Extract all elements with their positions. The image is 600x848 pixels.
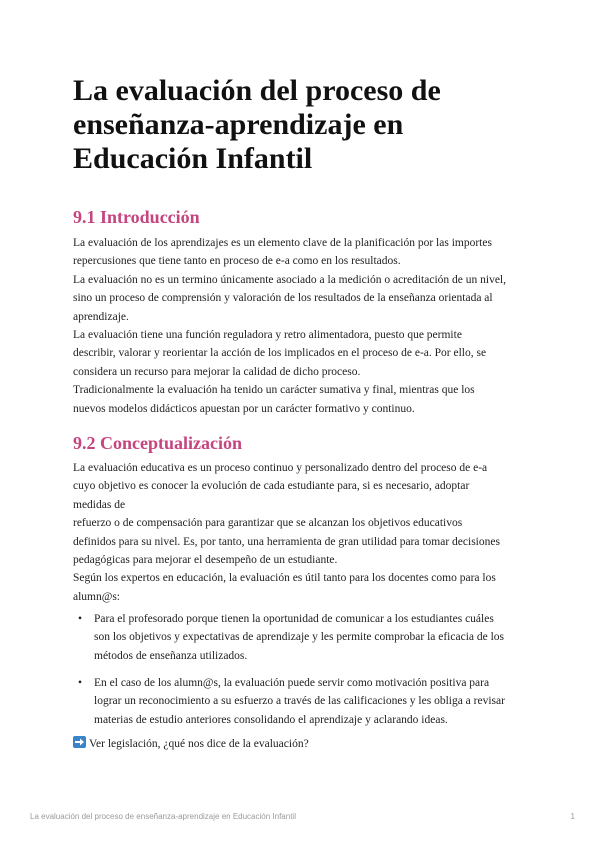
text-line: nuevos modelos didácticos apuestan por un carácter formativo y continuo. (73, 402, 415, 415)
section-conceptualizacion-body (73, 459, 533, 606)
text-line: métodos de enseñanza utilizados. (94, 649, 248, 662)
text-line: alumn@s: (73, 590, 121, 603)
legislation-link-label[interactable]: Ver legislación, ¿qué nos dice de la evaluación? (89, 738, 309, 750)
bullet-list (73, 674, 533, 729)
text-line: En el caso de los alumn@s, la evaluación puede servir como motivación positiva para (94, 677, 490, 689)
section-heading-conceptualizacion: 9.2 Conceptualización (73, 433, 242, 453)
title-line: La evaluación del proceso de (73, 74, 441, 107)
text-line: materias de estudio anteriores consolidando el aprendizaje y aclarando ideas. (94, 713, 448, 726)
bullet-dot-icon: • (78, 613, 83, 625)
text-line: considera un recurso para mejorar la calidad de dicho proceso. (73, 365, 361, 378)
text-line: Según los expertos en educación, la evaluación es útil tanto para los docentes como para los (73, 572, 496, 585)
text-line: pedagógicas para mejorar el desempeño de un estudiante. (73, 554, 338, 567)
title-line: enseñanza-aprendizaje en (73, 108, 404, 141)
text-line: La evaluación tiene una función reguladora y retro alimentadora, puesto que permite (73, 329, 462, 342)
page-title (73, 74, 543, 176)
text-line: Tradicionalmente la evaluación ha tenido un carácter sumativa y final, mientras que los (73, 384, 475, 397)
text-line: definidos para su nivel. Es, por tanto, una herramienta de gran utilidad para tomar decisiones (73, 535, 500, 548)
text-line: La evaluación educativa es un proceso continuo y personalizado dentro del proceso de e-a (73, 462, 488, 474)
page-number: 1 (570, 812, 575, 821)
text-line: lograr un reconocimiento a su esfuerzo a través de las calificaciones y les obliga a revisar (94, 695, 505, 708)
text-line: describir, valorar y reorientar la acción de los implicados en el proceso de e-a. Por ello, se (73, 347, 487, 360)
list-item (73, 610, 533, 665)
text-line: aprendizaje. (73, 310, 129, 323)
legislation-link[interactable] (73, 735, 309, 753)
footer-title: La evaluación del proceso de enseñanza-aprendizaje en Educación Infantil (30, 812, 296, 821)
text-line: repercusiones que tiene tanto en proceso de e-a como en los resultados. (73, 255, 401, 268)
text-line: medidas de (73, 498, 126, 511)
section-introduccion-body (73, 234, 533, 418)
text-line: refuerzo o de compensación para garantizar que se alcanzan los objetivos educativos (73, 517, 463, 530)
text-line: La evaluación no es un termino únicamente asociado a la medición o acreditación de un nivel, (73, 273, 507, 286)
text-line: cuyo objetivo es conocer la evolución de cada estudiante para, si es necesario, adoptar (73, 480, 470, 493)
text-line: Para el profesorado porque tienen la oportunidad de comunicar a los estudiantes cuáles (94, 613, 494, 625)
bullet-dot-icon: • (78, 677, 83, 689)
text-line: sino un proceso de comprensión y valoración de los resultados de la enseñanza orientada al (73, 292, 493, 305)
section-heading-introduccion: 9.1 Introducción (73, 207, 200, 227)
bullet-list (73, 610, 533, 665)
list-item (73, 674, 533, 729)
text-line: son los objetivos y expectativas de aprendizaje y les permite comprobar la eficacia de los (94, 631, 505, 644)
right-arrow-icon (73, 736, 86, 748)
text-line: La evaluación de los aprendizajes es un elemento clave de la planificación por las importes (73, 237, 492, 249)
title-line: Educación Infantil (73, 142, 313, 175)
